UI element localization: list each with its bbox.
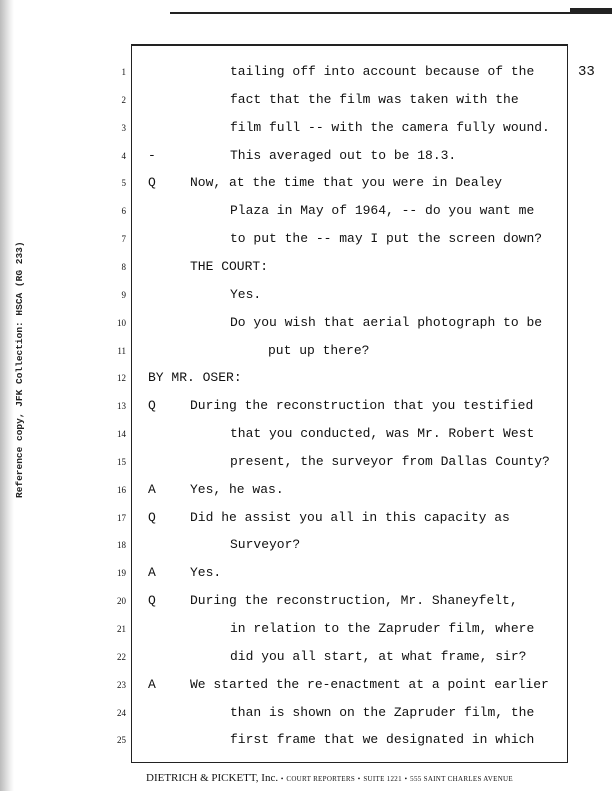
line-text: fact that the film was taken with the	[230, 91, 519, 107]
line-number: 21	[117, 624, 126, 634]
line-text: that you conducted, was Mr. Robert West	[230, 426, 535, 442]
line-number: 7	[121, 234, 126, 245]
line-text: We started the re-enactment at a point earlier	[190, 676, 549, 692]
footer-role: COURT REPORTERS	[286, 775, 356, 783]
line-number: 2	[121, 94, 126, 105]
line-number: 6	[121, 206, 126, 217]
line-number: 24	[117, 707, 126, 718]
footer: DIETRICH & PICKETT, Inc. • COURT REPORTERS • SUITE 1221 • 555 SAINT CHARLES AVENUE	[146, 772, 513, 784]
line-text: During the reconstruction that you testified	[190, 398, 534, 414]
speaker-label: Q	[148, 398, 156, 414]
line-text: did you all start, at what frame, sir?	[230, 648, 527, 664]
line-text: During the reconstruction, Mr. Shaneyfelt,	[190, 593, 518, 609]
line-number: 8	[121, 261, 126, 272]
line-number: 11	[117, 345, 126, 356]
line-text: Do you wish that aerial photograph to be	[230, 314, 543, 330]
firm-name: DIETRICH & PICKETT, Inc.	[146, 772, 279, 784]
line-number: 19	[117, 568, 126, 579]
line-text: tailing off into account because of the	[230, 64, 535, 79]
speaker-label: A	[148, 565, 156, 581]
line-text: present, the surveyor from Dallas County?	[230, 453, 550, 469]
line-number: 16	[117, 484, 126, 495]
line-text: Did he assist you all in this capacity as	[190, 509, 510, 525]
line-number: 17	[117, 512, 126, 523]
line-number: 10	[117, 317, 126, 328]
line-text: than is shown on the Zapruder film, the	[230, 704, 535, 720]
speaker-label: Q	[148, 509, 156, 525]
line-text: Yes, he was.	[190, 481, 284, 497]
line-text: in relation to the Zapruder film, where	[230, 621, 535, 636]
line-text: Now, at the time that you were in Dealey	[190, 175, 503, 191]
line-text: BY MR. OSER:	[148, 370, 242, 386]
reference-stamp: Reference copy, JFK Collection: HSCA (RG 233)	[14, 241, 25, 498]
line-number: 4	[121, 150, 126, 161]
line-text: Surveyor?	[230, 537, 301, 553]
speaker-label: A	[148, 676, 156, 692]
speaker-label: A	[148, 481, 156, 497]
line-number: 20	[117, 596, 126, 607]
speaker-label: Q	[148, 175, 156, 191]
line-number: 13	[117, 401, 126, 412]
line-text: THE COURT:	[190, 258, 269, 274]
line-text: Yes.	[230, 286, 262, 302]
line-number: 15	[117, 456, 126, 467]
line-text: put up there?	[268, 342, 370, 358]
footer-suite: SUITE 1221	[363, 775, 402, 783]
top-rule	[170, 12, 570, 14]
line-text: film full -- with the camera fully wound.	[230, 119, 550, 135]
line-text: This averaged out to be 18.3.	[230, 147, 457, 163]
line-number: 25	[117, 735, 126, 746]
top-rule-mark	[570, 8, 612, 14]
line-text: Plaza in May of 1964, -- do you want me	[230, 203, 535, 219]
line-text: to put the -- may I put the screen down?	[230, 231, 543, 247]
line-number: 9	[121, 289, 126, 300]
speaker-label: -	[148, 147, 156, 163]
line-number: 1	[121, 67, 126, 77]
line-number: 22	[117, 651, 126, 662]
page-number: 33	[578, 64, 595, 80]
line-number: 18	[117, 540, 126, 551]
line-number: 23	[117, 679, 126, 690]
scan-edge	[0, 0, 14, 791]
line-text: first frame that we designated in which	[230, 732, 535, 748]
line-number: 3	[121, 122, 126, 133]
line-number: 12	[117, 373, 126, 384]
footer-address: 555 SAINT CHARLES AVENUE	[410, 775, 513, 783]
line-text: Yes.	[190, 565, 222, 581]
line-number: 14	[117, 429, 126, 440]
line-number: 5	[121, 178, 126, 189]
speaker-label: Q	[148, 593, 156, 609]
